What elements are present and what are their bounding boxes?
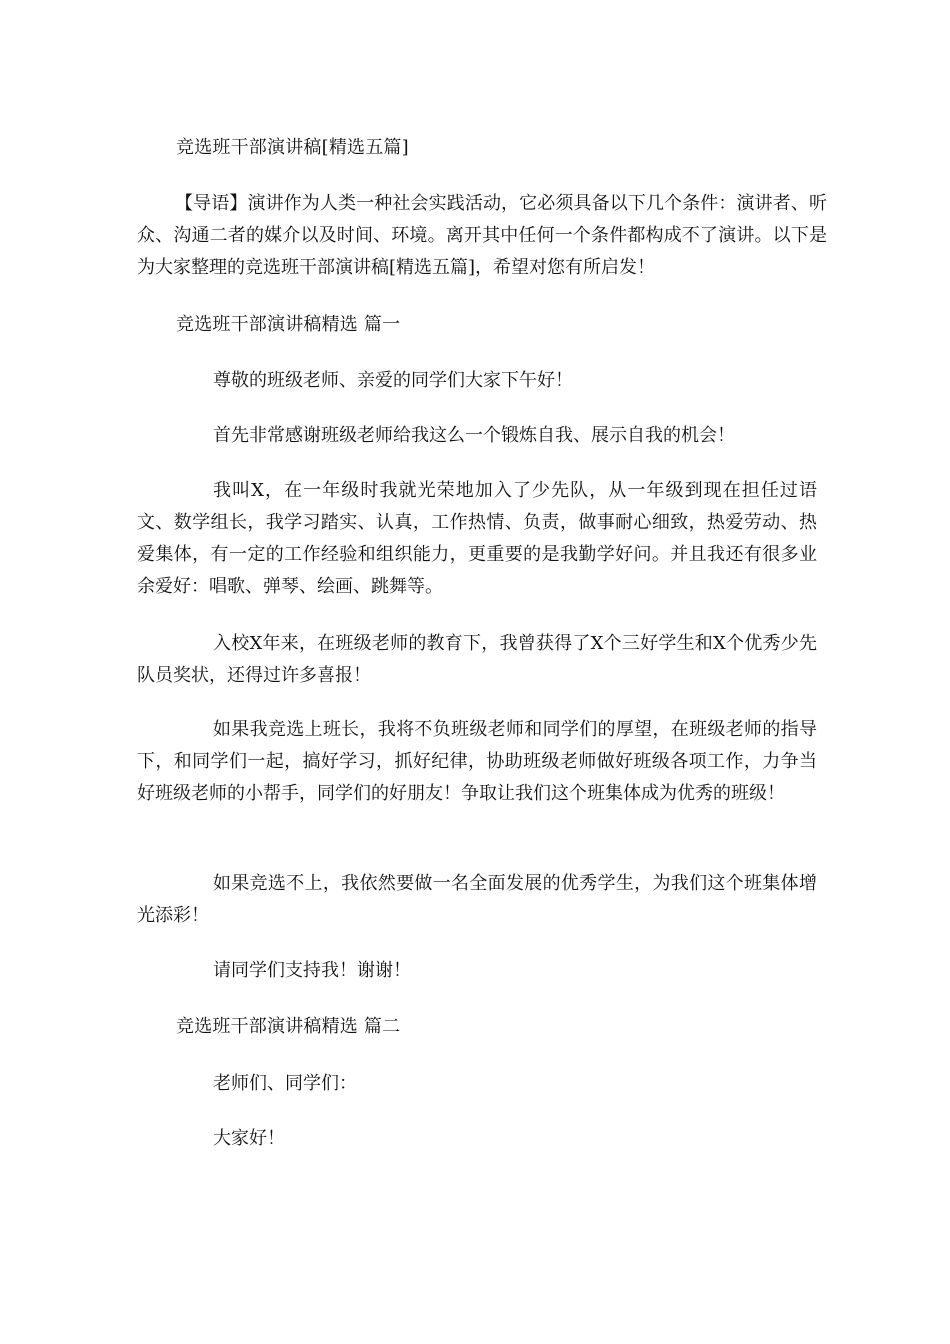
section2-para-2 <box>137 1123 817 1155</box>
section1-para-6 <box>137 868 817 932</box>
section1-para-7 <box>137 955 817 987</box>
section1-para-1 <box>137 365 817 397</box>
paragraph: 如果竞选不上，我依然要做一名全面发展的优秀学生，为我们这个班集体增光添彩！ <box>137 873 817 926</box>
paragraph: 如果我竞选上班长，我将不负班级老师和同学们的厚望，在班级老师的指导下，和同学们一起，搞好学习，抓好纪律，协助班级老师做好班级各项工作，力争当好班级老师的小帮手，同学们的好朋友！争取让我们这个班集体成为优秀的班级！ <box>137 719 817 804</box>
paragraph: 请同学们支持我！谢谢！ <box>213 960 411 981</box>
document-title: 竞选班干部演讲稿[精选五篇] <box>176 137 409 158</box>
section1-para-4 <box>137 628 817 692</box>
section-heading-2: 竞选班干部演讲稿精选 篇二 <box>176 1016 401 1037</box>
paragraph: 入校X年来，在班级老师的教育下，我曾获得了X个三好学生和X个优秀少先队员奖状，还得过许多喜报！ <box>137 633 817 686</box>
paragraph: 我叫X，在一年级时我就光荣地加入了少先队，从一年级到现在担任过语文、数学组长，我学习踏实、认真，工作热情、负责，做事耐心细致，热爱劳动、热爱集体，有一定的工作经验和组织能力，更重要的是我勤学好问。并且我还有很多业余爱好：唱歌、弹琴、绘画、跳舞等。 <box>137 480 817 597</box>
section2-para-1 <box>137 1068 817 1100</box>
paragraph: 老师们、同学们： <box>213 1073 357 1094</box>
paragraph: 大家好！ <box>213 1128 285 1149</box>
paragraph: 首先非常感谢班级老师给我这么一个锻炼自我、展示自我的机会！ <box>213 425 735 446</box>
intro-text: 【导语】演讲作为人类一种社会实践活动，它必须具备以下几个条件：演讲者、听众、沟通二者的媒介以及时间、环境。离开其中任何一个条件都构成不了演讲。以下是为大家整理的竞选班干部演讲稿[精选五篇]，希望对您有所启发！ <box>137 193 827 278</box>
paragraph: 尊敬的班级老师、亲爱的同学们大家下午好！ <box>213 370 573 391</box>
section1-para-2 <box>137 420 817 452</box>
intro-paragraph <box>137 188 827 284</box>
section1-para-3 <box>137 475 817 603</box>
section1-para-5 <box>137 714 817 810</box>
section-heading-1: 竞选班干部演讲稿精选 篇一 <box>176 314 401 335</box>
